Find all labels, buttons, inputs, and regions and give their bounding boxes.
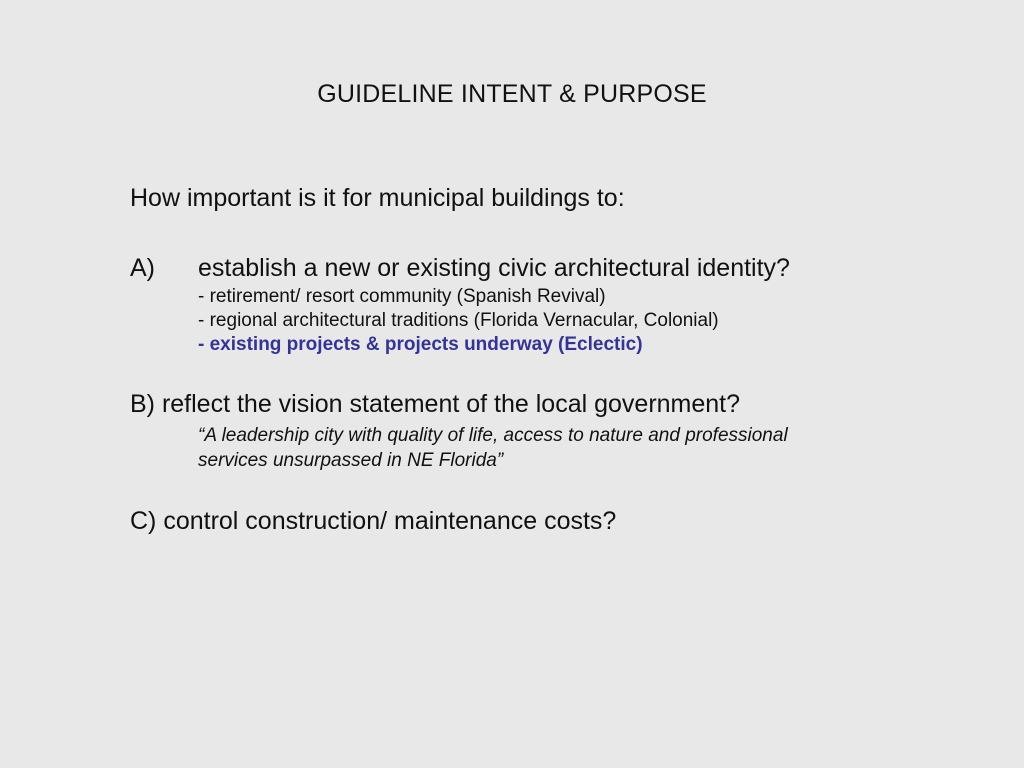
- vision-statement-quote: [198, 423, 938, 473]
- item-a-subitem: - regional architectural traditions (Florida Vernacular, Colonial): [198, 310, 719, 331]
- item-c-heading: C) control construction/ maintenance costs?: [130, 507, 617, 535]
- item-a-subitem: - retirement/ resort community (Spanish Revival): [198, 286, 606, 307]
- item-a-subitems: [198, 285, 719, 357]
- quote-line: “A leadership city with quality of life, access to nature and professional: [198, 425, 788, 446]
- item-a-heading: establish a new or existing civic architectural identity?: [198, 254, 790, 282]
- item-a-subitem-highlighted: - existing projects & projects underway (Eclectic): [198, 334, 643, 355]
- quote-line: services unsurpassed in NE Florida”: [198, 450, 504, 471]
- intro-question: How important is it for municipal buildings to:: [130, 184, 625, 212]
- item-a-letter: A): [130, 254, 155, 282]
- slide-title: GUIDELINE INTENT & PURPOSE: [317, 80, 707, 108]
- item-b-heading: B) reflect the vision statement of the local government?: [130, 390, 741, 418]
- item-b: [130, 390, 990, 473]
